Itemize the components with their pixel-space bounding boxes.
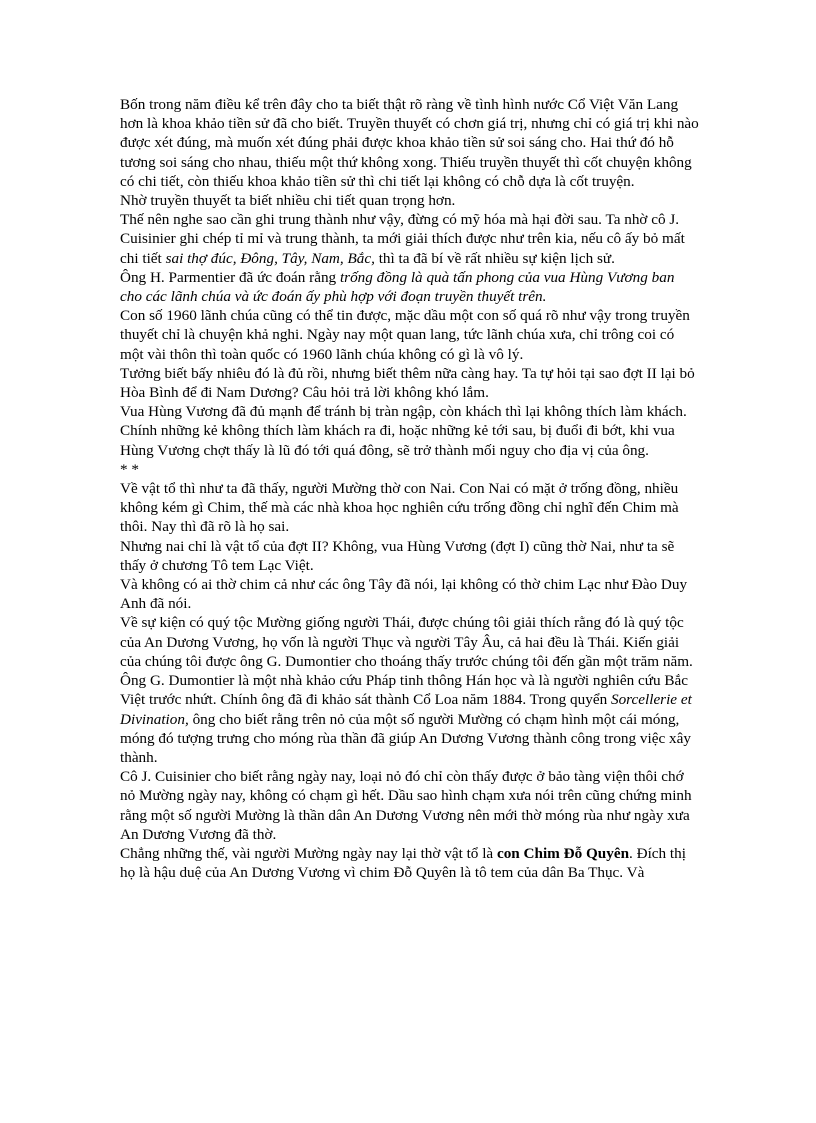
document-paragraph [120, 402, 700, 460]
paragraph-text: Ông H. Parmentier đã ức đoán rằng [120, 268, 340, 286]
italic-text: sai thợ đúc, Đông, Tây, Nam, Bắc, [165, 249, 375, 267]
paragraph-text: Về vật tổ thì như ta đã thấy, người Mường thờ con Nai. Con Nai có mặt ở trống đồng, nhiều không kém gì Chim, thế mà các nhà khoa học nghiên cứu trống đồng chỉ nghĩ đến Chim mà thôi. Nay thì đã rõ là họ sai. [120, 480, 679, 536]
paragraph-text: thì ta đã bí về rất nhiều sự kiện lịch sử. [374, 249, 615, 267]
paragraph-text: ông cho biết rằng trên nỏ của một số người Mường có chạm hình một cái móng, móng đó tượng trưng cho móng rùa thần đã giúp An Dương Vương thành công trong việc xây thành. [120, 710, 691, 766]
document-paragraph [120, 460, 700, 479]
document-paragraph [120, 537, 700, 575]
document-paragraph [120, 613, 700, 671]
paragraph-text: Về sự kiện có quý tộc Mường giống người Thái, được chúng tôi giải thích rằng đó là quý tộc của An Dương Vương, họ vốn là người Thục và người Tây Âu, cả hai đều là Thái. Kiến giải của chúng tôi được ông G. Dumontier cho thoáng thấy trước chúng tôi đến gần một trăm năm. [120, 614, 693, 670]
paragraph-text: Nhưng nai chỉ là vật tổ của đợt II? Không, vua Hùng Vương (đợt I) cũng thờ Nai, như ta sẽ thấy ở chương Tô tem Lạc Việt. [120, 537, 675, 574]
paragraph-text: Tưởng biết bấy nhiêu đó là đủ rồi, nhưng biết thêm nữa càng hay. Ta tự hỏi tại sao đợt II lại bỏ Hòa Bình để đi Nam Dương? Câu hỏi trả lời không khó lắm. [120, 364, 695, 402]
italic-text: trống đồng là quà tấn phong của vua Hùng Vương ban cho các lãnh chúa và ức đoán ấy phù hợp với đoạn truyền thuyết trên. [120, 268, 675, 306]
paragraph-text: Bốn trong năm điều kể trên đây cho ta biết thật rõ ràng về tình hình nước Cổ Việt Văn Lang hơn là khoa khảo tiền sử đã cho biết. Truyền thuyết có chơn giá trị, nhưng chỉ có giá trị khi nào được xét đúng, mà muốn xét đúng phải được khoa khảo tiền sử soi sáng cho. Hai thứ đó hỗ tương soi sáng cho nhau, thiếu một thứ không xong. Thiếu truyền thuyết thì cốt chuyện không có chi tiết, còn thiếu khoa khảo tiền sử thì chi tiết lại không có chỗ dựa là cốt truyện. [120, 96, 699, 190]
paragraph-text: Con số 1960 lãnh chúa cũng có thể tin được, mặc dầu một con số quá rõ như vậy trong truyền thuyết chỉ là chuyện khả nghi. Ngày nay một quan lang, tức lãnh chúa xưa, chỉ trông coi có một vài thôn thì toàn quốc có 1960 lãnh chúa không có gì là vô lý. [120, 307, 690, 363]
document-paragraph [120, 479, 700, 537]
document-paragraph [120, 671, 700, 767]
document-paragraph [120, 95, 700, 191]
paragraph-text: Ông G. Dumontier là một nhà khảo cứu Pháp tinh thông Hán học và là người nghiên cứu Bắc Việt trước nhứt. Chính ông đã đi khảo sát thành Cổ Loa năm 1884. Trong quyển [120, 672, 688, 709]
document-paragraph [120, 767, 700, 844]
document-page [120, 95, 700, 882]
paragraph-text: . Đích thị họ là hậu duệ của An Dương Vương vì chim Đỗ Quyên là tô tem của dân Ba Thục. Và [120, 844, 686, 882]
document-paragraph [120, 191, 700, 210]
paragraph-text: Thế nên nghe sao cần ghi trung thành như vậy, đừng có mỹ hóa mà hại đời sau. Ta nhờ cô J. Cuisinier ghi chép tỉ mỉ và trung thành, ta mới giải thích được như trên kia, nếu cô ấy bỏ mất chi tiết [120, 211, 685, 267]
document-paragraph [120, 306, 700, 364]
paragraph-text: Cô J. Cuisinier cho biết rằng ngày nay, loại nỏ đó chỉ còn thấy được ở bảo tàng viện thôi chớ nỏ Mường ngày nay, không có chạm gì hết. Dầu sao hình chạm xưa nói trên cũng chứng minh rằng một số người Mường là thần dân An Dương Vương nên mới thờ móng rùa như ngày xưa An Dương Vương đã thờ. [120, 768, 692, 843]
paragraph-text: Vua Hùng Vương đã đủ mạnh để tránh bị tràn ngập, còn khách thì lại không thích làm khách. Chính những kẻ không thích làm khách ra đi, hoặc những kẻ tới sau, bị đuổi đi bớt, khi vua Hùng Vương chợt thấy là lũ đó tới quá đông, sẽ trở thành mối nguy cho địa vị của ông. [120, 403, 687, 459]
paragraph-text: Và không có ai thờ chim cả như các ông Tây đã nói, lại không có thờ chim Lạc như Đào Duy Anh đã nói. [120, 576, 688, 613]
paragraph-text: Chẳng những thế, vài người Mường ngày nay lại thờ vật tổ là [120, 844, 497, 862]
paragraph-text: * * [120, 460, 139, 478]
bold-text: con Chim Đỗ Quyên [496, 844, 630, 862]
document-paragraph [120, 575, 700, 613]
italic-text: Sorcellerie et Divination, [120, 691, 692, 728]
document-paragraph [120, 844, 700, 882]
document-paragraph [120, 268, 700, 306]
paragraph-text: Nhờ truyền thuyết ta biết nhiều chi tiết quan trọng hơn. [120, 192, 456, 210]
document-paragraph [120, 210, 700, 268]
document-paragraph [120, 364, 700, 402]
document-body [120, 95, 700, 882]
